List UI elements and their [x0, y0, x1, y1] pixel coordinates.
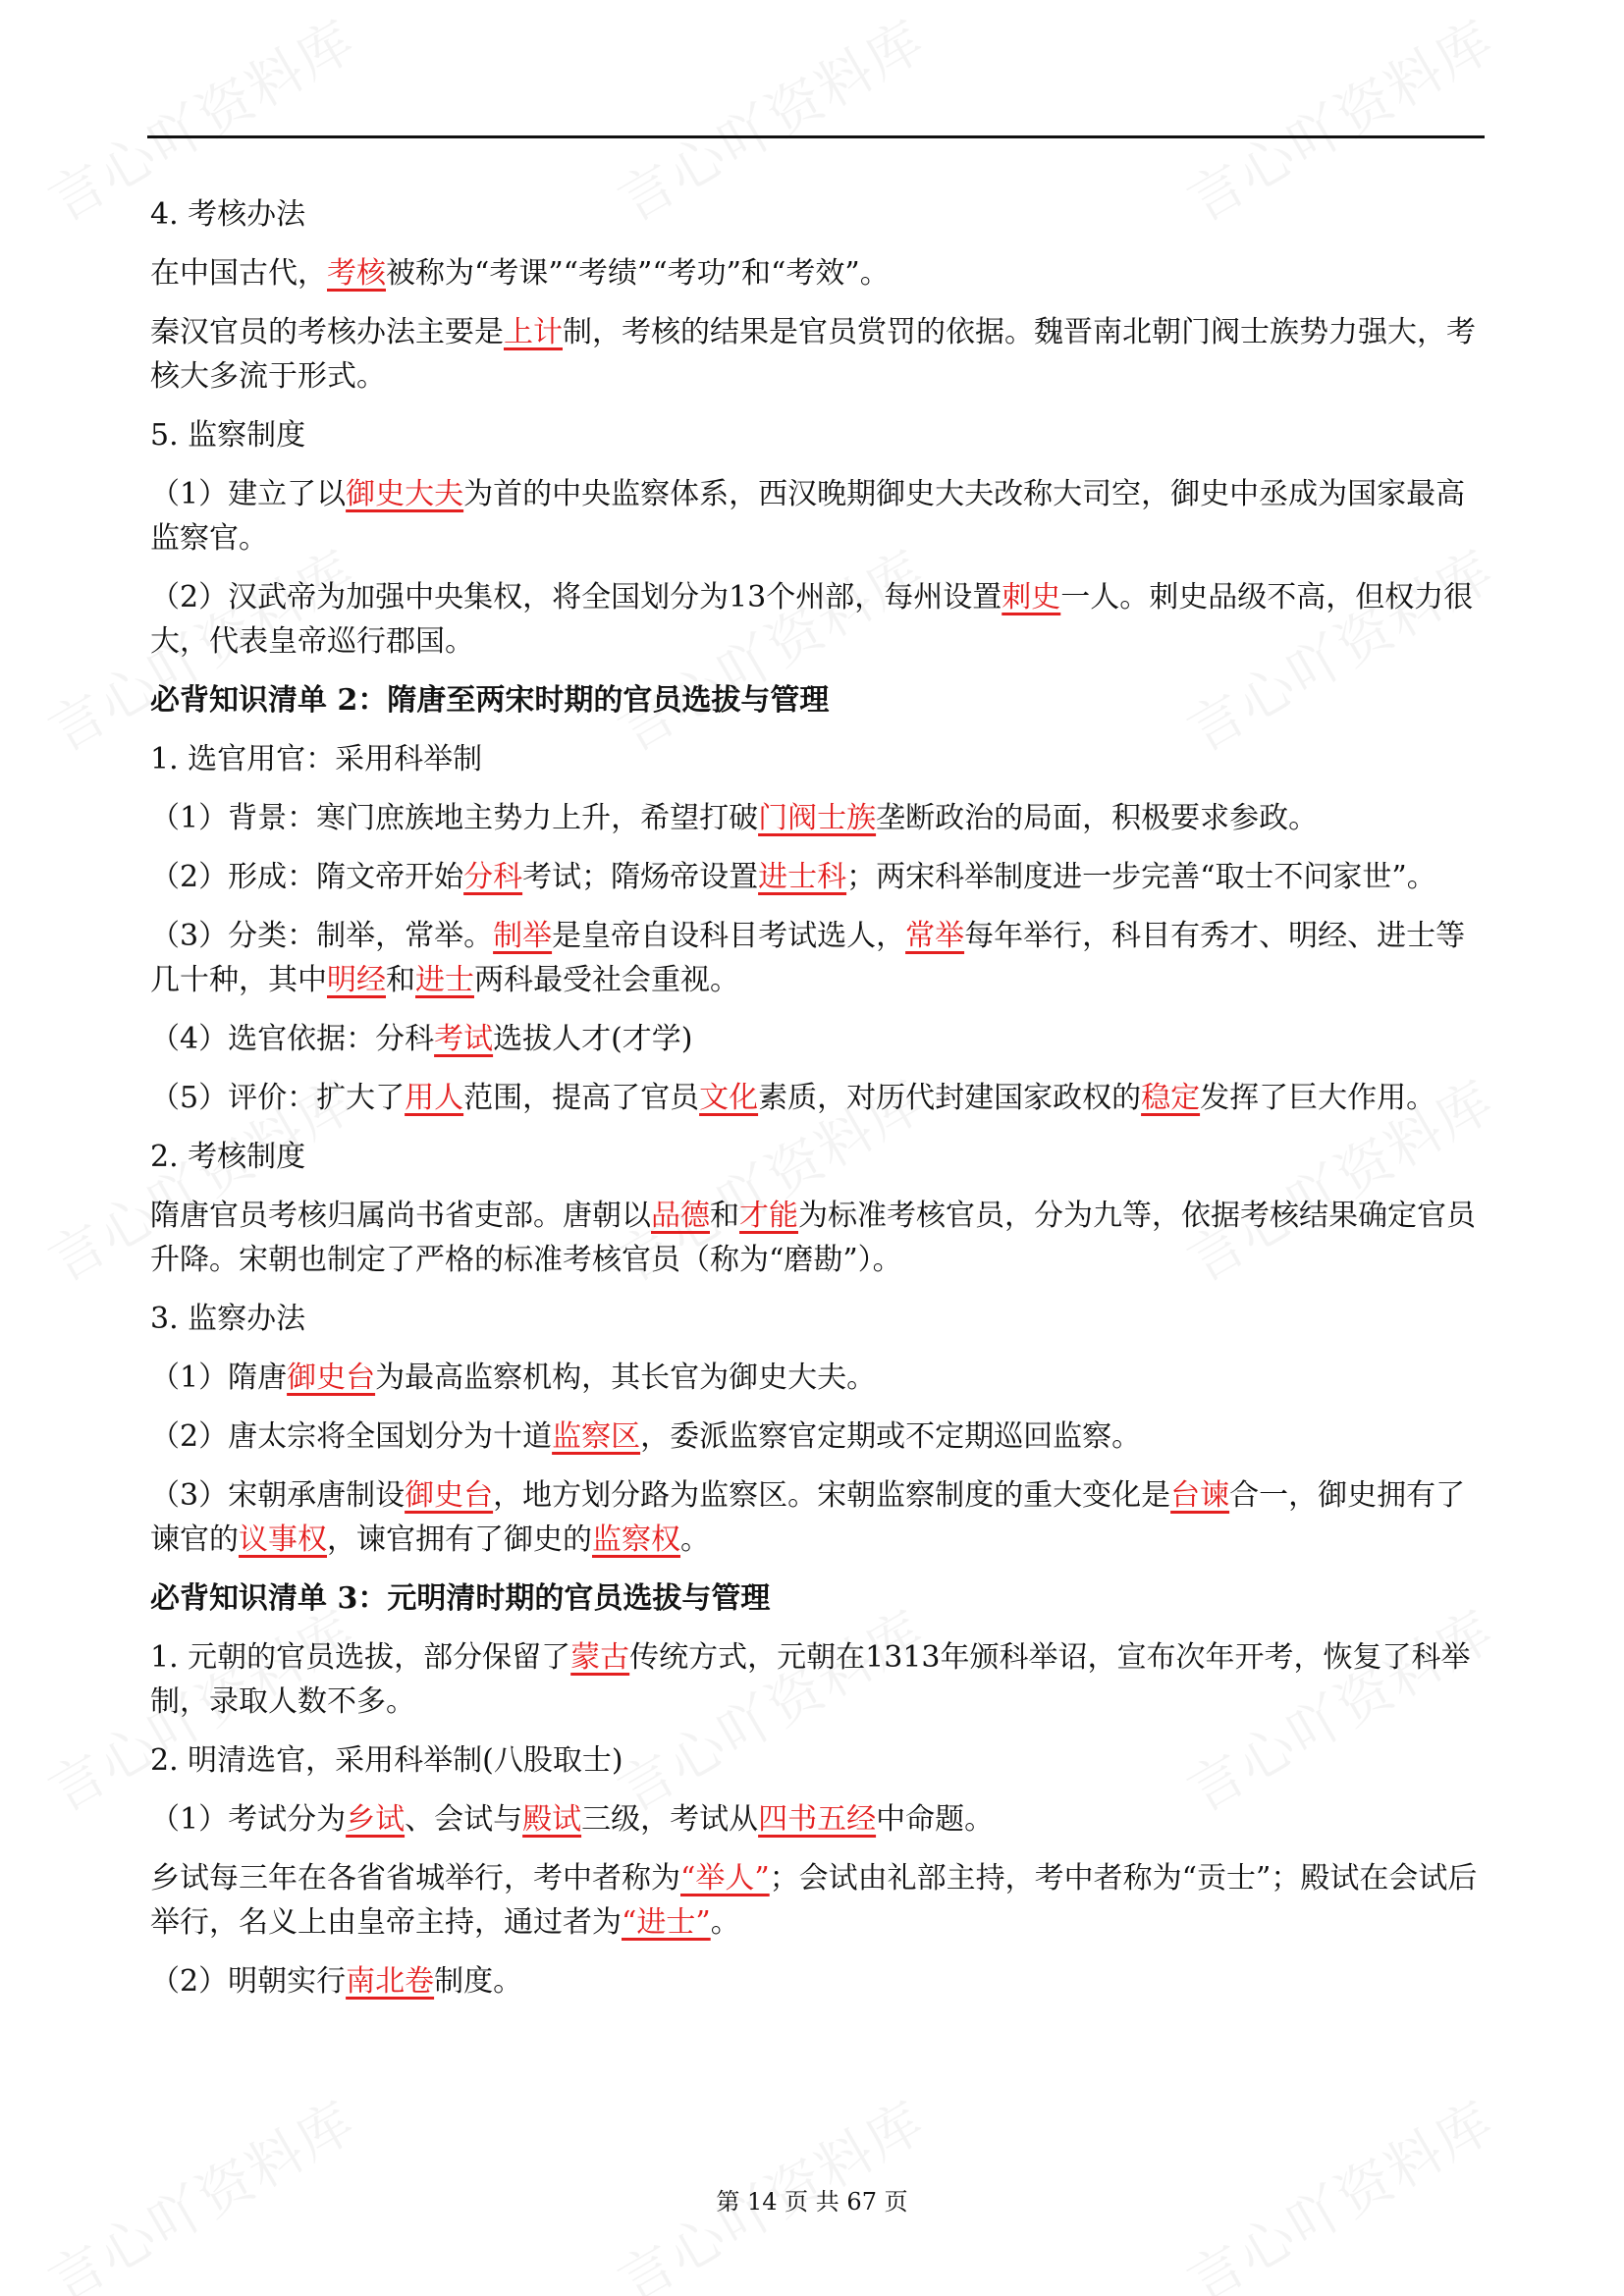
text-run: 是皇帝自设科目考试选人，: [552, 919, 906, 953]
keyword: 门阀士族: [758, 801, 877, 835]
text-run: （1）考试分为: [150, 1802, 347, 1837]
text-run: 合一，御史拥有了谏官的: [150, 1478, 1466, 1557]
keyword: 明经: [327, 963, 386, 997]
text-run: （2）唐太宗将全国划分为十道: [150, 1419, 553, 1454]
text-run: 中命题。: [876, 1802, 995, 1837]
keyword: 台谏: [1170, 1478, 1230, 1513]
text-run: 制，考核的结果是官员赏罚的依据。魏晋南北朝门阀士族势力强大，考核大多流于形式。: [150, 315, 1476, 394]
text-run: ；会试由礼部主持，考中者称为“贡士”；殿试在会试后举行，名义上由皇帝主持，通过者为: [150, 1861, 1478, 1940]
paragraph: [150, 1635, 1486, 1724]
text-run: 乡试每三年在各省省城举行，考中者称为: [150, 1861, 680, 1896]
paragraph: [150, 855, 1486, 899]
paragraph: [150, 1194, 1486, 1282]
text-run: （2）明朝实行: [150, 1964, 347, 1999]
keyword: “举人”: [680, 1861, 770, 1896]
keyword: 殿试: [522, 1802, 582, 1837]
keyword: 御史台: [287, 1361, 376, 1395]
text-run: 制度。: [434, 1964, 523, 1999]
text-run: （1）隋唐: [150, 1361, 288, 1395]
paragraph: [150, 575, 1486, 664]
text-run: （1）建立了以: [150, 477, 347, 511]
text-run: （2）汉武帝为加强中央集权，将全国划分为13个州部，每州设置: [150, 580, 1002, 614]
keyword: 才能: [739, 1199, 798, 1233]
paragraph: [150, 737, 1486, 781]
text-run: 两科最受社会重视。: [474, 963, 739, 997]
text-run: 和: [710, 1199, 739, 1233]
header-rule: [147, 135, 1485, 138]
paragraph: [150, 1135, 1486, 1179]
text-run: （3）宋朝承唐制设: [150, 1478, 406, 1513]
page-footer: 第 14 页 共 67 页: [716, 2188, 908, 2216]
text-run: 为首的中央监察体系，西汉晚期御史大夫改称大司空，御史中丞成为国家最高监察官。: [150, 477, 1466, 556]
text-run: （3）分类：制举，常举。: [150, 919, 494, 953]
text-run: 隋唐官员考核归属尚书省吏部。唐朝以: [150, 1199, 651, 1233]
text-run: ，委派监察官定期或不定期巡回监察。: [640, 1419, 1142, 1454]
paragraph: [150, 914, 1486, 1002]
text-run: 。: [680, 1522, 710, 1557]
text-run: 和: [386, 963, 415, 997]
text-run: 、会试与: [405, 1802, 523, 1837]
text-run: （4）选官依据：分科: [150, 1022, 435, 1056]
keyword: 品德: [651, 1199, 710, 1233]
keyword: 南北卷: [346, 1964, 435, 1999]
keyword: 考试: [434, 1022, 494, 1056]
text-run: 必背知识清单 3：元明清时期的官员选拔与管理: [150, 1581, 771, 1616]
keyword: “进士”: [622, 1905, 711, 1940]
keyword: 用人: [405, 1081, 464, 1115]
paragraph: [150, 310, 1486, 399]
paragraph: [150, 1473, 1486, 1562]
text-run: 为标准考核官员，分为九等，依据考核结果确定官员升降。宋朝也制定了严格的标准考核官员（称为“磨勘”）。: [150, 1199, 1476, 1277]
section-heading: [150, 678, 1486, 722]
text-run: 素质，对历代封建国家政权的: [758, 1081, 1142, 1115]
paragraph: [150, 1738, 1486, 1783]
paragraph: [150, 251, 1486, 295]
text-run: 2. 明清选官，采用科举制(八股取士): [150, 1743, 623, 1778]
text-run: （1）背景：寒门庶族地主势力上升，希望打破: [150, 801, 759, 835]
keyword: 常举: [905, 919, 965, 953]
keyword: 稳定: [1141, 1081, 1201, 1115]
keyword: 文化: [699, 1081, 759, 1115]
paragraph: [150, 472, 1486, 561]
text-run: 秦汉官员的考核办法主要是: [150, 315, 504, 349]
text-run: 选拔人才(才学): [493, 1022, 693, 1056]
keyword: 乡试: [346, 1802, 406, 1837]
keyword: 监察区: [552, 1419, 641, 1454]
keyword: 四书五经: [758, 1802, 877, 1837]
page-content: [150, 192, 1486, 2018]
keyword: 议事权: [239, 1522, 327, 1557]
text-run: 三级，考试从: [581, 1802, 759, 1837]
text-run: ，地方划分路为监察区。宋朝监察制度的重大变化是: [493, 1478, 1171, 1513]
paragraph: [150, 1076, 1486, 1120]
text-run: 2. 考核制度: [150, 1140, 306, 1174]
paragraph: [150, 192, 1486, 237]
text-run: 每年举行，科目有秀才、明经、进士等几十种，其中: [150, 919, 1466, 997]
text-run: 4. 考核办法: [150, 197, 306, 232]
text-run: ；两宋科举制度进一步完善“取士不问家世”。: [846, 860, 1436, 894]
keyword: 进士科: [758, 860, 847, 894]
paragraph: [150, 413, 1486, 457]
paragraph: [150, 1856, 1486, 1945]
text-run: 考试；隋炀帝设置: [522, 860, 759, 894]
keyword: 进士: [415, 963, 474, 997]
keyword: 御史大夫: [346, 477, 464, 511]
paragraph: [150, 1297, 1486, 1341]
keyword: 刺史: [1001, 580, 1061, 614]
text-run: 发挥了巨大作用。: [1200, 1081, 1436, 1115]
paragraph: [150, 1959, 1486, 2003]
text-run: 3. 监察办法: [150, 1302, 306, 1336]
keyword: 制举: [493, 919, 553, 953]
text-run: 范围，提高了官员: [463, 1081, 700, 1115]
paragraph: [150, 1415, 1486, 1459]
text-run: 垄断政治的局面，积极要求参政。: [876, 801, 1319, 835]
text-run: ，谏官拥有了御史的: [327, 1522, 592, 1557]
text-run: 必背知识清单 2：隋唐至两宋时期的官员选拔与管理: [150, 683, 830, 718]
keyword: 分科: [463, 860, 523, 894]
section-heading: [150, 1576, 1486, 1621]
paragraph: [150, 1017, 1486, 1061]
keyword: 考核: [327, 256, 386, 291]
text-run: 1. 选官用官：采用科举制: [150, 742, 483, 776]
text-run: 5. 监察制度: [150, 418, 306, 453]
keyword: 上计: [504, 315, 563, 349]
paragraph: [150, 796, 1486, 840]
text-run: 被称为“考课”“考绩”“考功”和“考效”。: [386, 256, 890, 291]
text-run: 为最高监察机构，其长官为御史大夫。: [375, 1361, 877, 1395]
text-run: 一人。刺史品级不高，但权力很大，代表皇帝巡行郡国。: [150, 580, 1474, 659]
text-run: 传统方式，元朝在1313年颁科举诏，宣布次年开考，恢复了科举制，录取人数不多。: [150, 1640, 1471, 1719]
keyword: 监察权: [592, 1522, 680, 1557]
keyword: 蒙古: [570, 1640, 630, 1675]
text-run: （2）形成：隋文帝开始: [150, 860, 464, 894]
paragraph: [150, 1356, 1486, 1400]
text-run: 在中国古代，: [150, 256, 327, 291]
keyword: 御史台: [405, 1478, 494, 1513]
paragraph: [150, 1797, 1486, 1842]
text-run: （5）评价：扩大了: [150, 1081, 406, 1115]
text-run: 。: [710, 1905, 740, 1940]
text-run: 1. 元朝的官员选拔，部分保留了: [150, 1640, 571, 1675]
